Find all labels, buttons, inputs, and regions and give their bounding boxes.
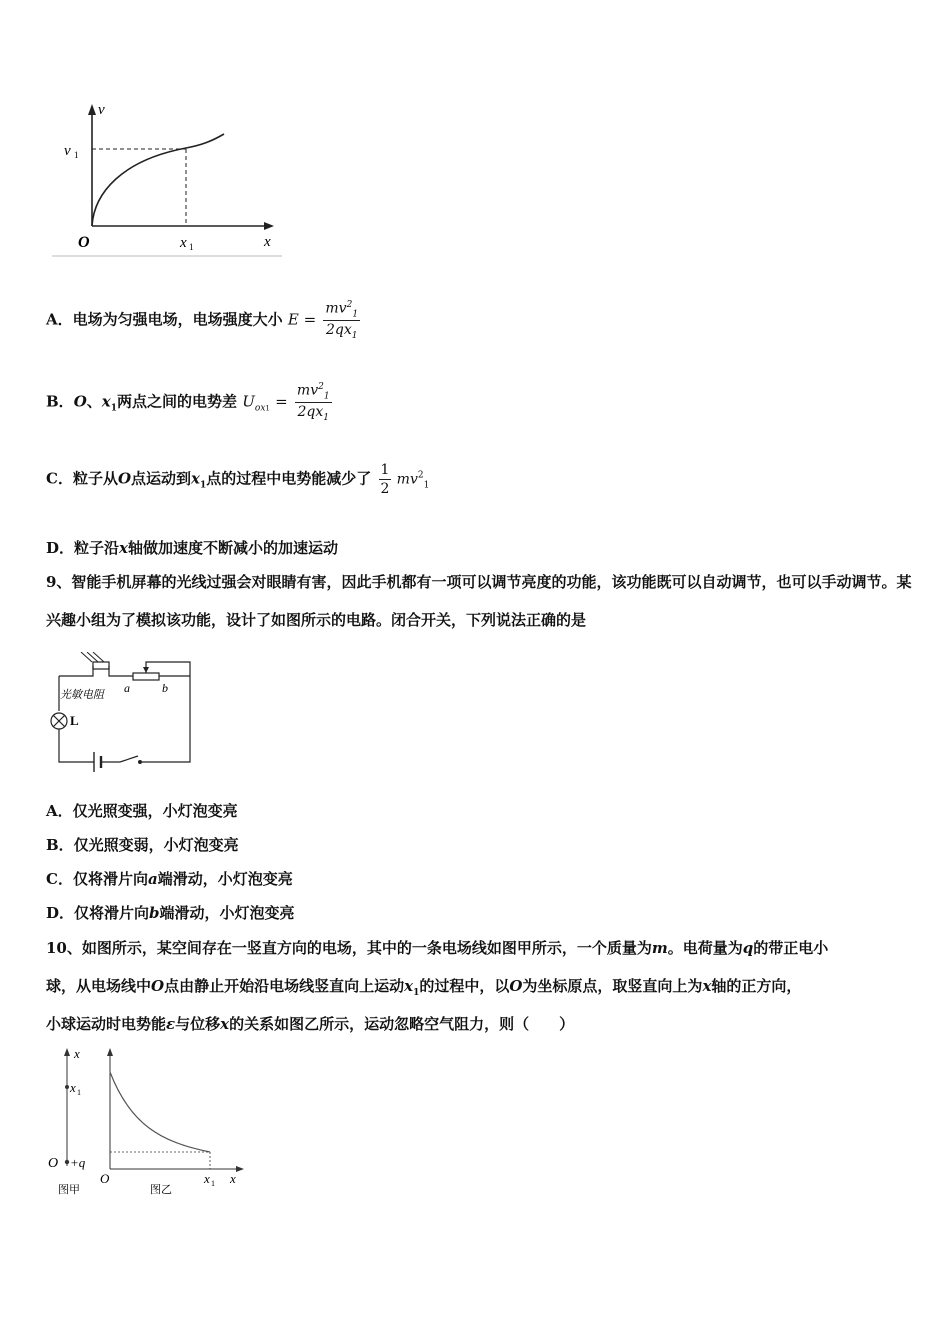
slider-end-a-label: a bbox=[124, 681, 130, 695]
wire bbox=[59, 729, 94, 762]
question-9-stem: 9、智能手机屏幕的光线过强会对眼睛有害，因此手机都有一项可以调节亮度的功能，该功能既可以自动调节，也可以手动调节。某兴趣小组为了模拟该功能，设计了如图所示的电路。闭合开关，下列说法正确的是 bbox=[46, 573, 912, 629]
light-ray bbox=[87, 652, 98, 662]
x1-subscript: 1 bbox=[77, 1088, 81, 1097]
option-8b[interactable]: B．O、$x_1$两点之间的电势差 $U_{ox1}$ = $\frac{mv^2_1}{2qx_1}$ bbox=[46, 382, 330, 424]
fraction: $\frac{mv^2_1}{2qx_1}$ bbox=[325, 300, 359, 342]
figure-a-caption: 图甲 bbox=[58, 1184, 80, 1196]
charge-label: +q bbox=[70, 1155, 86, 1170]
fraction: $\frac{mv^2_1}{2qx_1}$ bbox=[296, 382, 330, 424]
v1-label: v bbox=[64, 143, 71, 159]
field-line-figure bbox=[46, 1044, 102, 1200]
figure-b-caption: 图乙 bbox=[150, 1184, 172, 1196]
switch-lever[interactable] bbox=[120, 756, 138, 762]
light-ray bbox=[93, 652, 104, 662]
rheostat bbox=[133, 673, 159, 680]
option-8a[interactable]: A．电场为匀强电场，电场强度大小 E = $\frac{mv^2_1}{2qx_1}$ bbox=[46, 300, 359, 342]
x-axis-label: x bbox=[230, 1171, 236, 1186]
energy-curve bbox=[110, 1072, 210, 1152]
x1-point bbox=[65, 1085, 69, 1089]
option-9d[interactable]: D．仅将滑片向b端滑动，小灯泡变亮 bbox=[46, 904, 295, 922]
x1-label: x bbox=[204, 1171, 210, 1186]
x-axis-arrow-icon bbox=[236, 1166, 244, 1172]
velocity-curve bbox=[92, 134, 224, 226]
x1-subscript: 1 bbox=[211, 1179, 215, 1188]
field-line-arrow-icon bbox=[64, 1048, 70, 1056]
wire bbox=[59, 666, 93, 676]
slider-arrow-icon bbox=[143, 667, 149, 673]
switch-contact bbox=[138, 760, 142, 764]
lamp-label: L bbox=[70, 713, 79, 728]
y-axis-arrow-icon bbox=[88, 104, 96, 115]
origin-label: O bbox=[100, 1171, 110, 1186]
photoresistor-label: 光敏电阻 bbox=[60, 689, 104, 701]
question-10-line-2: 球，从电场线中O点由静止开始沿电场线竖直向上运动$x_1$的过程中，以O为坐标原点，取竖直向上为x轴的正方向， bbox=[46, 977, 802, 998]
option-8d[interactable]: D．粒子沿x轴做加速度不断减小的加速运动 bbox=[46, 539, 338, 557]
fraction-half: $\frac{1}{2}$ bbox=[380, 462, 390, 497]
question-10-line-3: 小球运动时电势能ε与位移x的关系如图乙所示，运动忽略空气阻力，则（ ） bbox=[46, 1015, 575, 1033]
x1-subscript: 1 bbox=[189, 242, 194, 252]
x1-label: x bbox=[70, 1080, 76, 1095]
y-axis-label: v bbox=[98, 102, 105, 118]
y-axis-arrow-icon bbox=[107, 1048, 113, 1056]
x-axis-label: x bbox=[264, 234, 271, 250]
photoresistor bbox=[93, 662, 109, 669]
origin-label: O bbox=[78, 234, 90, 251]
light-ray bbox=[81, 652, 92, 662]
circuit-diagram bbox=[48, 652, 198, 774]
x1-label: x bbox=[180, 235, 187, 251]
option-9a[interactable]: A．仅光照变强，小灯泡变亮 bbox=[46, 802, 238, 820]
option-9b[interactable]: B．仅光照变弱，小灯泡变亮 bbox=[46, 836, 239, 854]
v1-subscript: 1 bbox=[74, 150, 79, 160]
potential-energy-graph bbox=[100, 1044, 250, 1200]
velocity-position-graph bbox=[52, 98, 287, 260]
charge-point bbox=[65, 1160, 69, 1164]
slider-end-b-label: b bbox=[162, 681, 168, 695]
wire bbox=[142, 662, 190, 762]
x-axis-label: x bbox=[74, 1046, 80, 1061]
option-8c[interactable]: C．粒子从O点运动到$x_1$点的过程中电势能减少了 $\frac{1}{2}$ $mv^2_1$ bbox=[46, 462, 430, 497]
wire bbox=[109, 666, 133, 676]
question-10-line-1: 10、如图所示，某空间存在一竖直方向的电场，其中的一条电场线如图甲所示，一个质量为m。电荷量为q的带正电小 bbox=[46, 939, 829, 957]
origin-label: O bbox=[48, 1156, 59, 1171]
x-axis-arrow-icon bbox=[264, 222, 274, 230]
option-9c[interactable]: C．仅将滑片向a端滑动，小灯泡变亮 bbox=[46, 870, 293, 888]
